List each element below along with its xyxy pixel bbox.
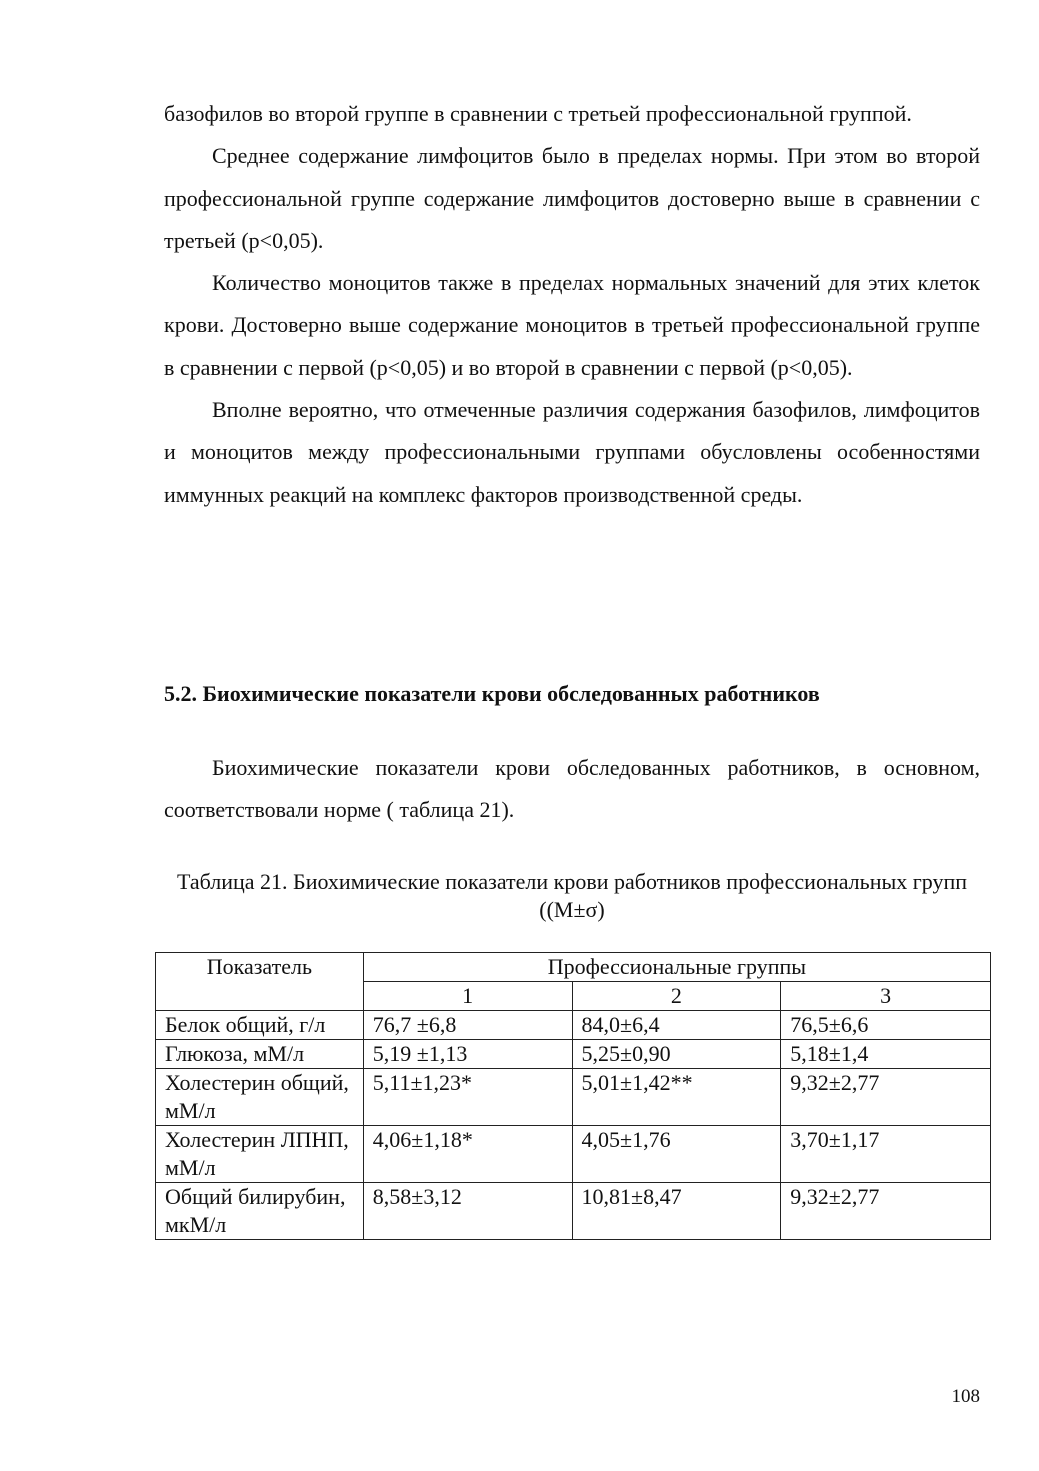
row-label: Глюкоза, мМ/л [156,1040,364,1069]
table-cell: 8,58±3,12 [363,1183,572,1240]
table-row [156,1040,991,1069]
body-text-intro [164,747,980,832]
table-row [156,1069,991,1126]
table-cell: 9,32±2,77 [781,1069,991,1126]
biochemical-table [155,952,991,1240]
table-cell: 4,06±1,18* [363,1126,572,1183]
table-cell: 5,11±1,23* [363,1069,572,1126]
paragraph-monocytes: Количество моноцитов также в пределах нормальных значений для этих клеток крови. Достоверно выше содержание моноцитов в третьей профессиональной группе в сравнении с первой (р<0,05) и во второй в сравнении с первой (р<0,05). [164,270,980,380]
paragraph-biochemical-intro: Биохимические показатели крови обследованных работников, в основном, соответствовали норме ( таблица 21). [164,755,980,823]
row-label: Общий билирубин, мкМ/л [156,1183,364,1240]
header-group-3: 3 [781,982,991,1011]
body-text-top [164,93,980,516]
row-label: Белок общий, г/л [156,1011,364,1040]
row-label: Холестерин общий, мМ/л [156,1069,364,1126]
table-cell: 76,7 ±6,8 [363,1011,572,1040]
header-group-2: 2 [572,982,781,1011]
table-cell: 4,05±1,76 [572,1126,781,1183]
table-cell: 84,0±6,4 [572,1011,781,1040]
header-group-1: 1 [363,982,572,1011]
table-cell: 5,25±0,90 [572,1040,781,1069]
header-groups: Профессиональные группы [363,953,990,982]
table-cell: 9,32±2,77 [781,1183,991,1240]
table-row [156,1183,991,1240]
table-row [156,1011,991,1040]
table-cell: 3,70±1,17 [781,1126,991,1183]
table-cell: 5,01±1,42** [572,1069,781,1126]
paragraph-basophils-continued: базофилов во второй группе в сравнении с третьей профессиональной группой. [164,101,912,126]
page-number: 108 [951,1386,980,1407]
paragraph-lymphocytes: Среднее содержание лимфоцитов было в пределах нормы. При этом во второй профессиональной группе содержание лимфоцитов достоверно выше в сравнении с третьей (р<0,05). [164,143,980,253]
table-row [156,1126,991,1183]
header-indicator: Показатель [156,953,364,1011]
table-header-row [156,953,991,982]
table-cell: 5,19 ±1,13 [363,1040,572,1069]
table-cell: 5,18±1,4 [781,1040,991,1069]
table-cell: 76,5±6,6 [781,1011,991,1040]
table-caption: Таблица 21. Биохимические показатели крови работников профессиональных групп ((М±σ) [176,869,968,922]
row-label: Холестерин ЛПНП, мМ/л [156,1126,364,1183]
section-heading: 5.2. Биохимические показатели крови обследованных работников [164,681,820,706]
paragraph-differences: Вполне вероятно, что отмеченные различия содержания базофилов, лимфоцитов и моноцитов между профессиональными группами обусловлены особенностями иммунных реакций на комплекс факторов производственной среды. [164,397,980,507]
table-cell: 10,81±8,47 [572,1183,781,1240]
